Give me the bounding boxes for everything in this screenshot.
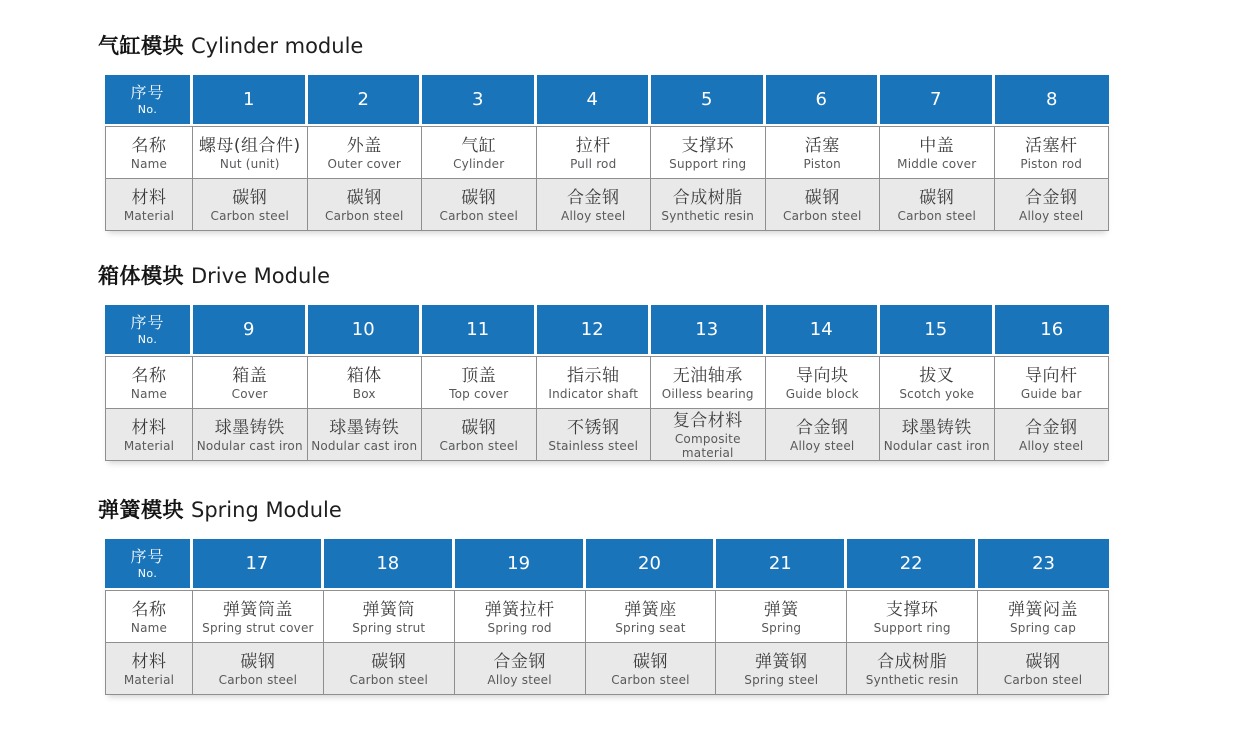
table-name-row — [105, 126, 1109, 179]
row-label-material-cell — [105, 643, 193, 695]
part-name-zh: 箱体 — [346, 365, 382, 386]
part-material-en: Spring steel — [744, 672, 819, 687]
row-label-material-en: Material — [123, 438, 175, 453]
part-material-en: Carbon steel — [349, 672, 429, 687]
part-material-cell — [324, 643, 455, 695]
part-material-cell — [193, 409, 308, 461]
module-title — [98, 496, 1109, 524]
part-material-zh: 合成树脂 — [672, 187, 743, 208]
part-material-zh: 球墨铸铁 — [214, 417, 285, 438]
part-material-cell — [995, 409, 1110, 461]
part-material-cell — [193, 643, 324, 695]
part-number: 21 — [768, 553, 792, 574]
part-name-en: Spring seat — [615, 620, 686, 635]
spring-module-table — [105, 539, 1109, 695]
part-material-zh: 复合材料 — [672, 410, 743, 431]
part-material-cell — [537, 179, 652, 231]
part-number: 23 — [1032, 553, 1055, 574]
part-name-zh: 螺母(组合件) — [198, 135, 301, 156]
part-name-zh: 无油轴承 — [672, 365, 743, 386]
module-title-zh: 弹簧模块 — [98, 498, 184, 522]
part-material-zh: 碳钢 — [240, 651, 276, 672]
part-name-zh: 拉杆 — [575, 135, 611, 156]
part-number-cell — [880, 305, 995, 356]
part-material-en: Synthetic resin — [661, 208, 755, 223]
part-name-cell — [193, 126, 308, 179]
part-material-en: Alloy steel — [1019, 438, 1084, 453]
part-name-en: Cover — [231, 386, 268, 401]
part-number-cell — [422, 305, 537, 356]
row-label-name-cell — [105, 590, 193, 643]
module-title — [98, 262, 1109, 290]
part-name-en: Support ring — [669, 156, 747, 171]
row-label-no-en: No. — [137, 333, 158, 346]
drive-module-section — [98, 262, 1109, 461]
part-material-en: Nodular cast iron — [196, 438, 303, 453]
part-name-zh: 弹簧闷盖 — [1008, 599, 1079, 620]
part-material-zh: 合金钢 — [493, 651, 546, 672]
cylinder-module-section — [98, 32, 1109, 231]
part-material-cell — [880, 179, 995, 231]
part-number-cell — [308, 75, 423, 126]
row-label-no-en: No. — [137, 567, 158, 580]
part-number-cell — [422, 75, 537, 126]
part-number: 1 — [243, 89, 255, 110]
part-material-zh: 不锈钢 — [567, 417, 620, 438]
part-material-cell — [880, 409, 995, 461]
part-material-en: Carbon steel — [782, 208, 862, 223]
part-name-en: Spring strut — [352, 620, 426, 635]
part-material-zh: 合金钢 — [1025, 417, 1078, 438]
row-label-material-zh: 材料 — [131, 187, 167, 208]
row-label-material-zh: 材料 — [131, 417, 167, 438]
table-material-row — [105, 179, 1109, 231]
part-name-en: Spring cap — [1009, 620, 1077, 635]
part-number: 13 — [695, 319, 719, 340]
row-label-material-zh: 材料 — [131, 651, 167, 672]
part-name-en: Pull rod — [570, 156, 617, 171]
row-label-no-zh: 序号 — [130, 547, 165, 566]
part-material-cell — [308, 409, 423, 461]
part-name-cell — [586, 590, 717, 643]
part-name-zh: 支撑环 — [885, 599, 939, 620]
part-material-cell — [978, 643, 1109, 695]
part-number: 15 — [924, 319, 948, 340]
part-material-en: Composite material — [674, 431, 741, 460]
part-name-zh: 导向块 — [796, 365, 849, 386]
part-material-zh: 碳钢 — [232, 187, 268, 208]
part-material-en: Carbon steel — [210, 208, 289, 223]
row-label-name-cell — [105, 356, 193, 409]
part-material-cell — [422, 409, 537, 461]
part-name-en: Spring rod — [487, 620, 552, 635]
row-label-material-cell — [105, 179, 193, 231]
part-material-cell — [847, 643, 978, 695]
part-number: 18 — [376, 553, 400, 574]
part-number: 3 — [472, 89, 484, 110]
row-label-name-en: Name — [130, 386, 168, 401]
part-name-en: Piston rod — [1020, 156, 1083, 171]
row-label-no-cell — [105, 305, 193, 356]
part-name-zh: 弹簧 — [763, 599, 799, 620]
part-material-en: Carbon steel — [1003, 672, 1083, 687]
row-label-material-cell — [105, 409, 193, 461]
part-number: 5 — [701, 89, 713, 110]
part-number: 9 — [243, 319, 255, 340]
part-number-cell — [766, 75, 881, 126]
part-name-en: Outer cover — [327, 156, 401, 171]
part-material-cell — [716, 643, 847, 695]
part-name-cell — [422, 126, 537, 179]
part-material-zh: 碳钢 — [632, 651, 668, 672]
part-name-en: Guide bar — [1020, 386, 1082, 401]
part-number-cell — [716, 539, 847, 590]
part-material-cell — [455, 643, 586, 695]
part-material-zh: 碳钢 — [804, 187, 840, 208]
part-material-zh: 碳钢 — [461, 187, 497, 208]
part-name-en: Indicator shaft — [548, 386, 639, 401]
part-material-zh: 合金钢 — [1025, 187, 1078, 208]
part-number: 4 — [586, 89, 598, 110]
row-label-name-cell — [105, 126, 193, 179]
part-name-en: Piston — [803, 156, 841, 171]
part-name-zh: 指示轴 — [567, 365, 620, 386]
part-number-cell — [766, 305, 881, 356]
part-number-cell — [537, 305, 652, 356]
part-name-zh: 弹簧座 — [624, 599, 677, 620]
part-name-zh: 弹簧拉杆 — [484, 599, 555, 620]
part-name-cell — [847, 590, 978, 643]
part-number-cell — [455, 539, 586, 590]
part-material-cell — [308, 179, 423, 231]
part-name-cell — [880, 356, 995, 409]
part-number-cell — [537, 75, 652, 126]
part-name-cell — [995, 356, 1110, 409]
part-material-cell — [766, 179, 881, 231]
part-number: 11 — [466, 319, 490, 340]
part-material-zh: 碳钢 — [371, 651, 407, 672]
row-label-no-cell — [105, 75, 193, 126]
part-material-cell — [651, 179, 766, 231]
part-name-zh: 支撑环 — [681, 135, 734, 156]
part-name-zh: 弹簧筒盖 — [222, 599, 293, 620]
part-material-zh: 合金钢 — [567, 187, 620, 208]
part-name-cell — [455, 590, 586, 643]
part-material-zh: 球墨铸铁 — [901, 417, 972, 438]
part-name-zh: 箱盖 — [232, 365, 268, 386]
part-number: 8 — [1046, 89, 1058, 110]
part-number-cell — [193, 305, 308, 356]
part-material-cell — [537, 409, 652, 461]
part-material-en: Carbon steel — [611, 672, 690, 687]
part-name-en: Top cover — [449, 386, 509, 401]
part-material-zh: 碳钢 — [919, 187, 955, 208]
part-material-en: Carbon steel — [439, 438, 518, 453]
part-material-cell — [651, 409, 766, 461]
part-number-cell — [651, 75, 766, 126]
part-material-en: Alloy steel — [790, 438, 855, 453]
part-material-zh: 合成树脂 — [877, 651, 948, 672]
row-label-name-zh: 名称 — [131, 365, 167, 386]
part-material-en: Alloy steel — [1019, 208, 1084, 223]
part-number: 16 — [1040, 319, 1064, 340]
part-material-zh: 碳钢 — [461, 417, 497, 438]
part-material-cell — [422, 179, 537, 231]
part-material-zh: 合金钢 — [796, 417, 849, 438]
part-name-en: Guide block — [785, 386, 859, 401]
part-name-cell — [193, 356, 308, 409]
module-title-en: Spring Module — [191, 498, 342, 522]
part-name-cell — [193, 590, 324, 643]
part-number-cell — [880, 75, 995, 126]
part-number-cell — [995, 75, 1110, 126]
row-label-name-zh: 名称 — [131, 599, 167, 620]
row-label-no-cell — [105, 539, 193, 590]
part-name-cell — [308, 356, 423, 409]
cylinder-module-table — [105, 75, 1109, 231]
part-material-en: Alloy steel — [561, 208, 626, 223]
part-material-en: Carbon steel — [218, 672, 298, 687]
part-material-zh: 碳钢 — [346, 187, 382, 208]
part-name-cell — [880, 126, 995, 179]
part-name-en: Cylinder — [453, 156, 505, 171]
module-title — [98, 32, 1109, 60]
table-material-row — [105, 409, 1109, 461]
part-name-en: Spring strut cover — [202, 620, 314, 635]
part-number: 22 — [899, 553, 923, 574]
part-name-zh: 弹簧筒 — [362, 599, 416, 620]
part-name-en: Spring — [761, 620, 802, 635]
part-name-zh: 外盖 — [346, 135, 382, 156]
table-header-row — [105, 305, 1109, 356]
drive-module-table — [105, 305, 1109, 461]
part-number-cell — [308, 305, 423, 356]
part-material-cell — [766, 409, 881, 461]
part-name-cell — [995, 126, 1110, 179]
part-number: 12 — [580, 319, 604, 340]
table-material-row — [105, 643, 1109, 695]
part-number-cell — [651, 305, 766, 356]
part-name-zh: 拔叉 — [919, 365, 955, 386]
part-number: 17 — [245, 553, 269, 574]
module-title-zh: 气缸模块 — [98, 34, 184, 58]
part-number-cell — [847, 539, 978, 590]
part-material-cell — [586, 643, 717, 695]
part-number-cell — [978, 539, 1109, 590]
row-label-name-en: Name — [130, 620, 168, 635]
row-label-no-zh: 序号 — [130, 83, 165, 102]
part-material-en: Synthetic resin — [865, 672, 959, 687]
part-material-en: Nodular cast iron — [883, 438, 990, 453]
part-name-en: Middle cover — [897, 156, 977, 171]
part-number-cell — [586, 539, 717, 590]
part-name-cell — [716, 590, 847, 643]
part-material-en: Alloy steel — [487, 672, 552, 687]
part-material-en: Carbon steel — [324, 208, 404, 223]
table-header-row — [105, 539, 1109, 590]
part-name-cell — [308, 126, 423, 179]
part-number-cell — [324, 539, 455, 590]
row-label-no-zh: 序号 — [130, 313, 165, 332]
part-name-zh: 导向杆 — [1025, 365, 1078, 386]
table-header-row — [105, 75, 1109, 126]
part-material-cell — [193, 179, 308, 231]
row-label-no-en: No. — [137, 103, 158, 116]
row-label-material-en: Material — [123, 672, 175, 687]
part-name-en: Box — [352, 386, 376, 401]
part-material-zh: 碳钢 — [1025, 651, 1061, 672]
part-number: 2 — [357, 89, 369, 110]
part-name-cell — [766, 126, 881, 179]
part-name-en: Scotch yoke — [899, 386, 975, 401]
part-number-cell — [995, 305, 1110, 356]
part-name-zh: 气缸 — [461, 135, 497, 156]
part-number: 7 — [930, 89, 942, 110]
part-name-en: Support ring — [873, 620, 951, 635]
module-title-en: Cylinder module — [191, 34, 364, 58]
part-name-zh: 活塞 — [804, 135, 840, 156]
part-name-cell — [324, 590, 455, 643]
part-name-cell — [978, 590, 1109, 643]
part-number: 14 — [809, 319, 833, 340]
part-material-cell — [995, 179, 1110, 231]
part-name-en: Oilless bearing — [661, 386, 754, 401]
part-name-cell — [537, 126, 652, 179]
part-number-cell — [193, 75, 308, 126]
part-material-zh: 球墨铸铁 — [329, 417, 400, 438]
part-material-en: Carbon steel — [439, 208, 518, 223]
row-label-material-en: Material — [123, 208, 175, 223]
part-name-cell — [422, 356, 537, 409]
table-name-row — [105, 356, 1109, 409]
spring-module-section — [98, 496, 1109, 695]
part-material-en: Carbon steel — [897, 208, 976, 223]
part-material-en: Stainless steel — [548, 438, 639, 453]
part-number: 10 — [351, 319, 375, 340]
part-number: 19 — [507, 553, 531, 574]
module-title-en: Drive Module — [191, 264, 331, 288]
part-material-en: Nodular cast iron — [311, 438, 418, 453]
module-title-zh: 箱体模块 — [98, 264, 184, 288]
part-name-zh: 中盖 — [919, 135, 955, 156]
part-name-cell — [766, 356, 881, 409]
part-name-cell — [537, 356, 652, 409]
part-number: 6 — [815, 89, 827, 110]
row-label-name-en: Name — [130, 156, 168, 171]
table-name-row — [105, 590, 1109, 643]
part-name-en: Nut (unit) — [219, 156, 280, 171]
part-number-cell — [193, 539, 324, 590]
part-material-zh: 弹簧钢 — [755, 651, 808, 672]
row-label-name-zh: 名称 — [131, 135, 167, 156]
part-name-zh: 活塞杆 — [1025, 135, 1078, 156]
part-name-cell — [651, 356, 766, 409]
part-name-cell — [651, 126, 766, 179]
part-name-zh: 顶盖 — [461, 365, 497, 386]
part-number: 20 — [638, 553, 661, 574]
